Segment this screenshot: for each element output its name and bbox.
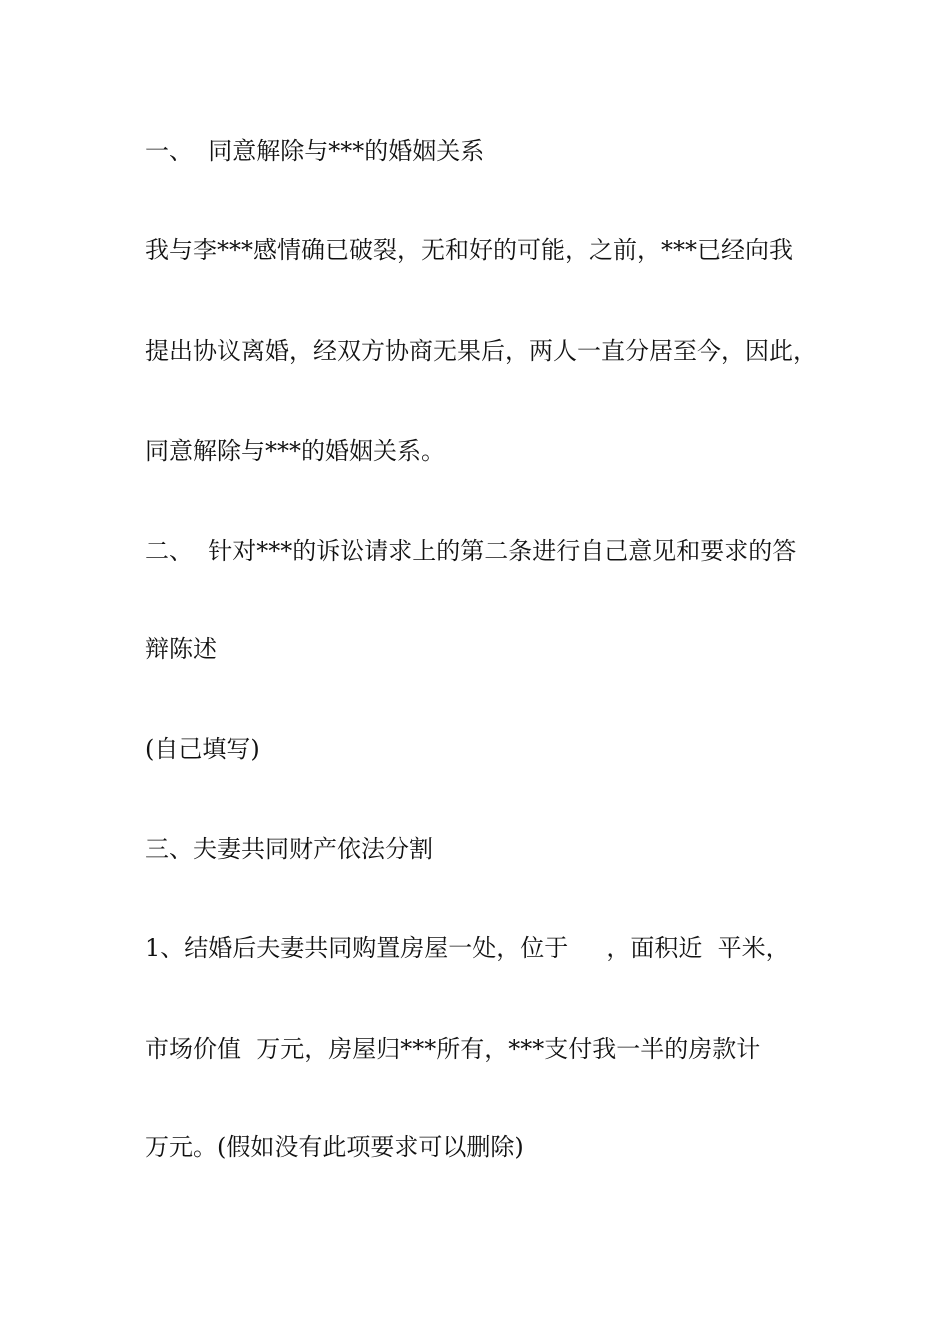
section-heading-2: 二、 针对***的诉讼请求上的第二条进行自己意见和要求的答 [145,537,797,565]
paragraph-line: 提出协议离婚，经双方协商无果后，两人一直分居至今，因此， [145,337,817,365]
section-heading-1: 一、 同意解除与***的婚姻关系 [145,137,485,165]
paragraph-line: 1、结婚后夫妻共同购置房屋一处，位于 ，面积近 平米， [145,934,790,962]
fill-in-note: (自己填写) [145,735,260,763]
paragraph-line: 市场价值 万元，房屋归***所有，***支付我一半的房款计 [145,1035,761,1063]
paragraph-line: 万元。(假如没有此项要求可以删除) [145,1133,524,1161]
paragraph-line: 辩陈述 [145,635,217,663]
paragraph-line: 我与李***感情确已破裂，无和好的可能，之前，***已经向我 [145,236,793,264]
paragraph-line: 同意解除与***的婚姻关系。 [145,437,445,465]
section-heading-3: 三、夫妻共同财产依法分割 [145,835,433,863]
